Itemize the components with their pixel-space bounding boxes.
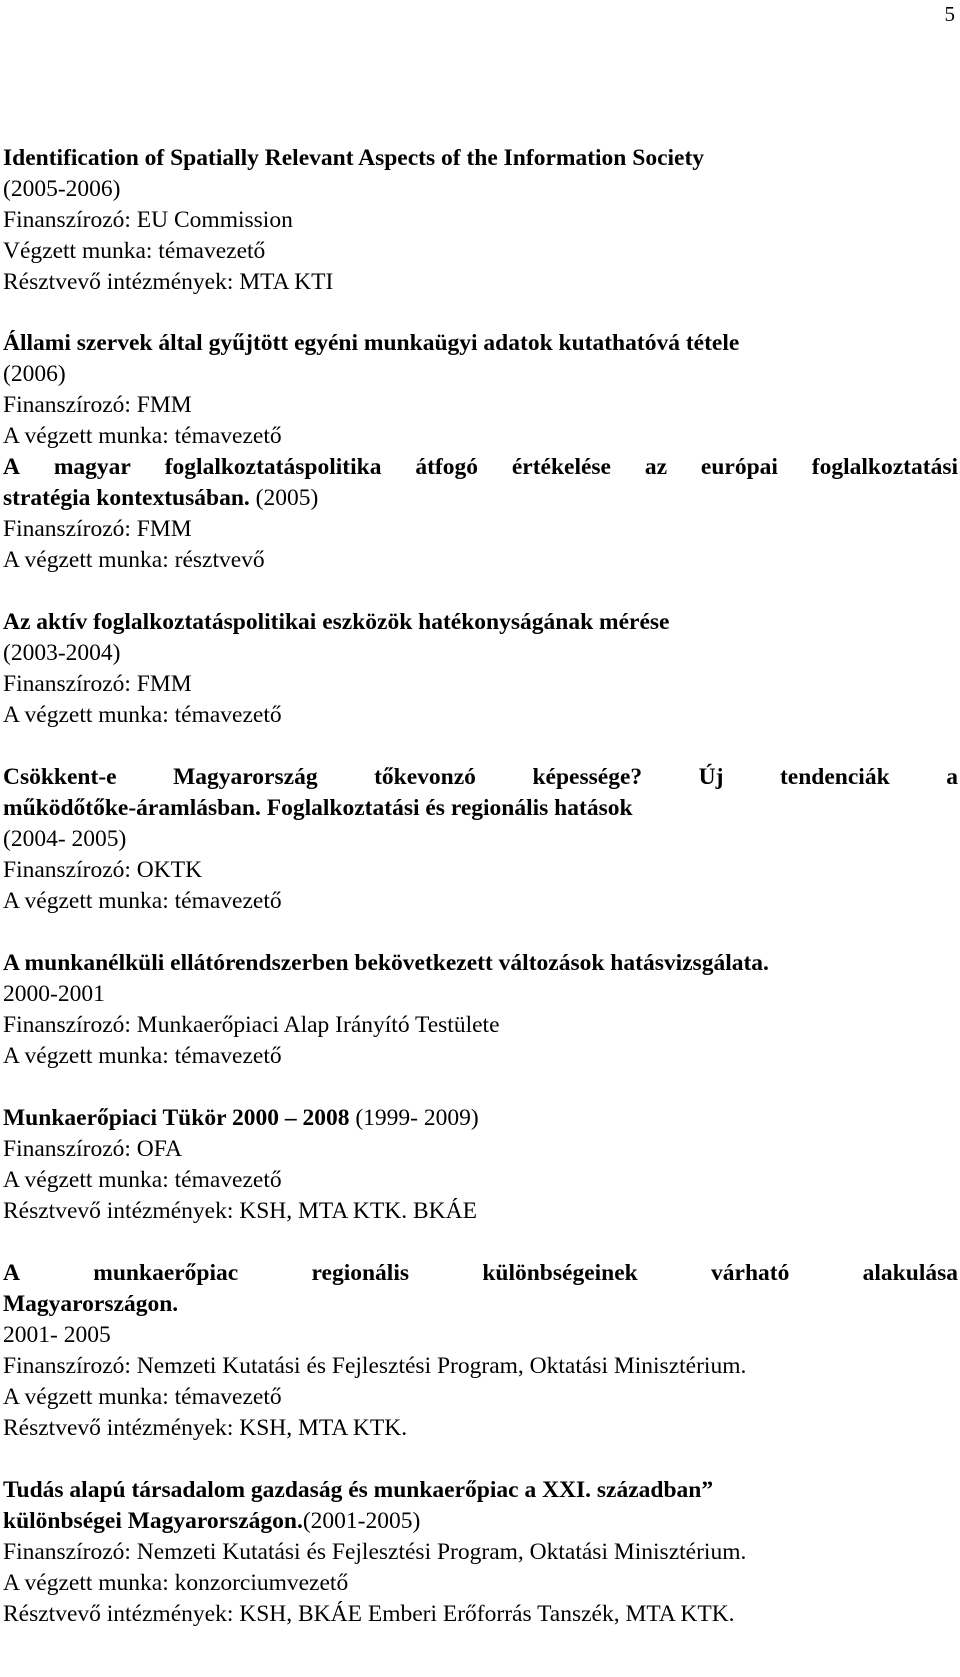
- title-word: Csökkent-e: [3, 764, 117, 790]
- project-title: Állami szervek által gyűjtött egyéni munkaügyi adatok kutathatóvá tétele: [3, 330, 740, 356]
- title-word: tőkevonzó: [374, 764, 476, 790]
- project-period: (2001-2005): [302, 1508, 421, 1534]
- page-number: 5: [944, 2, 955, 26]
- project-period: (1999- 2009): [349, 1105, 479, 1131]
- project-funder: Finanszírozó: FMM: [3, 516, 192, 542]
- project-funder: Finanszírozó: EU Commission: [3, 207, 293, 233]
- project-work: A végzett munka: témavezető: [3, 1167, 282, 1193]
- title-word: különbségeinek: [482, 1260, 638, 1286]
- project-funder: Finanszírozó: Nemzeti Kutatási és Fejlesztési Program, Oktatási Minisztérium.: [3, 1353, 747, 1379]
- project-funder: Finanszírozó: FMM: [3, 671, 192, 697]
- project-title-line: [3, 1258, 958, 1288]
- title-word: alakulása: [862, 1260, 958, 1286]
- project-work: A végzett munka: témavezető: [3, 1043, 282, 1069]
- project-work: Végzett munka: témavezető: [3, 238, 266, 264]
- project-period: (2006): [3, 361, 66, 387]
- title-word: átfogó: [415, 454, 478, 480]
- project-period: (2003-2004): [3, 640, 121, 666]
- title-word: Magyarország: [173, 764, 318, 790]
- title-word: regionális: [311, 1260, 410, 1286]
- title-text: stratégia kontextusában.: [3, 485, 250, 511]
- title-word: Új: [698, 764, 724, 790]
- project-title: Az aktív foglalkoztatáspolitikai eszközök hatékonyságának mérése: [3, 609, 670, 635]
- title-word: európai: [700, 454, 778, 480]
- project-period: (2004- 2005): [3, 826, 127, 852]
- title-word: várható: [711, 1260, 790, 1286]
- project-title-line: [3, 1103, 958, 1133]
- title-word: értékelése: [511, 454, 611, 480]
- project-partners: Résztvevő intézmények: KSH, MTA KTK. BKÁE: [3, 1198, 477, 1224]
- project-work: A végzett munka: konzorciumvezető: [3, 1570, 349, 1596]
- project-work: A végzett munka: témavezető: [3, 702, 282, 728]
- title-text: különbségei Magyarországon.: [3, 1508, 303, 1534]
- project-partners: Résztvevő intézmények: KSH, MTA KTK.: [3, 1415, 408, 1441]
- title-word: tendenciák: [779, 764, 890, 790]
- project-period: (2005-2006): [3, 176, 121, 202]
- project-work: A végzett munka: témavezető: [3, 423, 282, 449]
- project-work: A végzett munka: témavezető: [3, 1384, 282, 1410]
- project-title: Munkaerőpiaci Tükör 2000 – 2008: [3, 1105, 350, 1131]
- project-funder: Finanszírozó: Munkaerőpiaci Alap Irányító Testülete: [3, 1012, 500, 1038]
- title-word: foglalkoztatási: [811, 454, 958, 480]
- project-funder: Finanszírozó: OFA: [3, 1136, 183, 1162]
- project-title: Tudás alapú társadalom gazdaság és munkaerőpiac a XXI. században”: [3, 1477, 714, 1503]
- title-word: A: [3, 454, 20, 480]
- project-title: A munkanélküli ellátórendszerben bekövetkezett változások hatásvizsgálata.: [3, 950, 769, 976]
- project-funder: Finanszírozó: Nemzeti Kutatási és Fejlesztési Program, Oktatási Minisztérium.: [3, 1539, 747, 1565]
- project-period: (2005): [249, 485, 319, 511]
- project-title-continued: Magyarországon.: [3, 1291, 179, 1317]
- project-title-line: [3, 452, 958, 482]
- title-word: A: [3, 1260, 20, 1286]
- project-work: A végzett munka: résztvevő: [3, 547, 265, 573]
- title-word: foglalkoztatáspolitika: [164, 454, 382, 480]
- project-title-continued: [3, 1506, 958, 1536]
- project-title: Identification of Spatially Relevant Aspects of the Information Society: [3, 145, 705, 171]
- title-word: képessége?: [532, 764, 643, 790]
- project-title-line: [3, 762, 958, 792]
- project-work: A végzett munka: témavezető: [3, 888, 282, 914]
- project-partners: Résztvevő intézmények: KSH, BKÁE Emberi Erőforrás Tanszék, MTA KTK.: [3, 1601, 735, 1627]
- project-funder: Finanszírozó: FMM: [3, 392, 192, 418]
- project-period: 2000-2001: [3, 981, 105, 1007]
- project-title-continued: működőtőke-áramlásban. Foglalkoztatási és regionális hatások: [3, 795, 633, 821]
- project-funder: Finanszírozó: OKTK: [3, 857, 203, 883]
- title-word: munkaerőpiac: [93, 1260, 239, 1286]
- title-word: magyar: [53, 454, 131, 480]
- project-period: 2001- 2005: [3, 1322, 111, 1348]
- title-word: a: [946, 764, 958, 790]
- title-word: az: [644, 454, 668, 480]
- project-partners: Résztvevő intézmények: MTA KTI: [3, 269, 334, 295]
- project-title-continued: [3, 483, 958, 513]
